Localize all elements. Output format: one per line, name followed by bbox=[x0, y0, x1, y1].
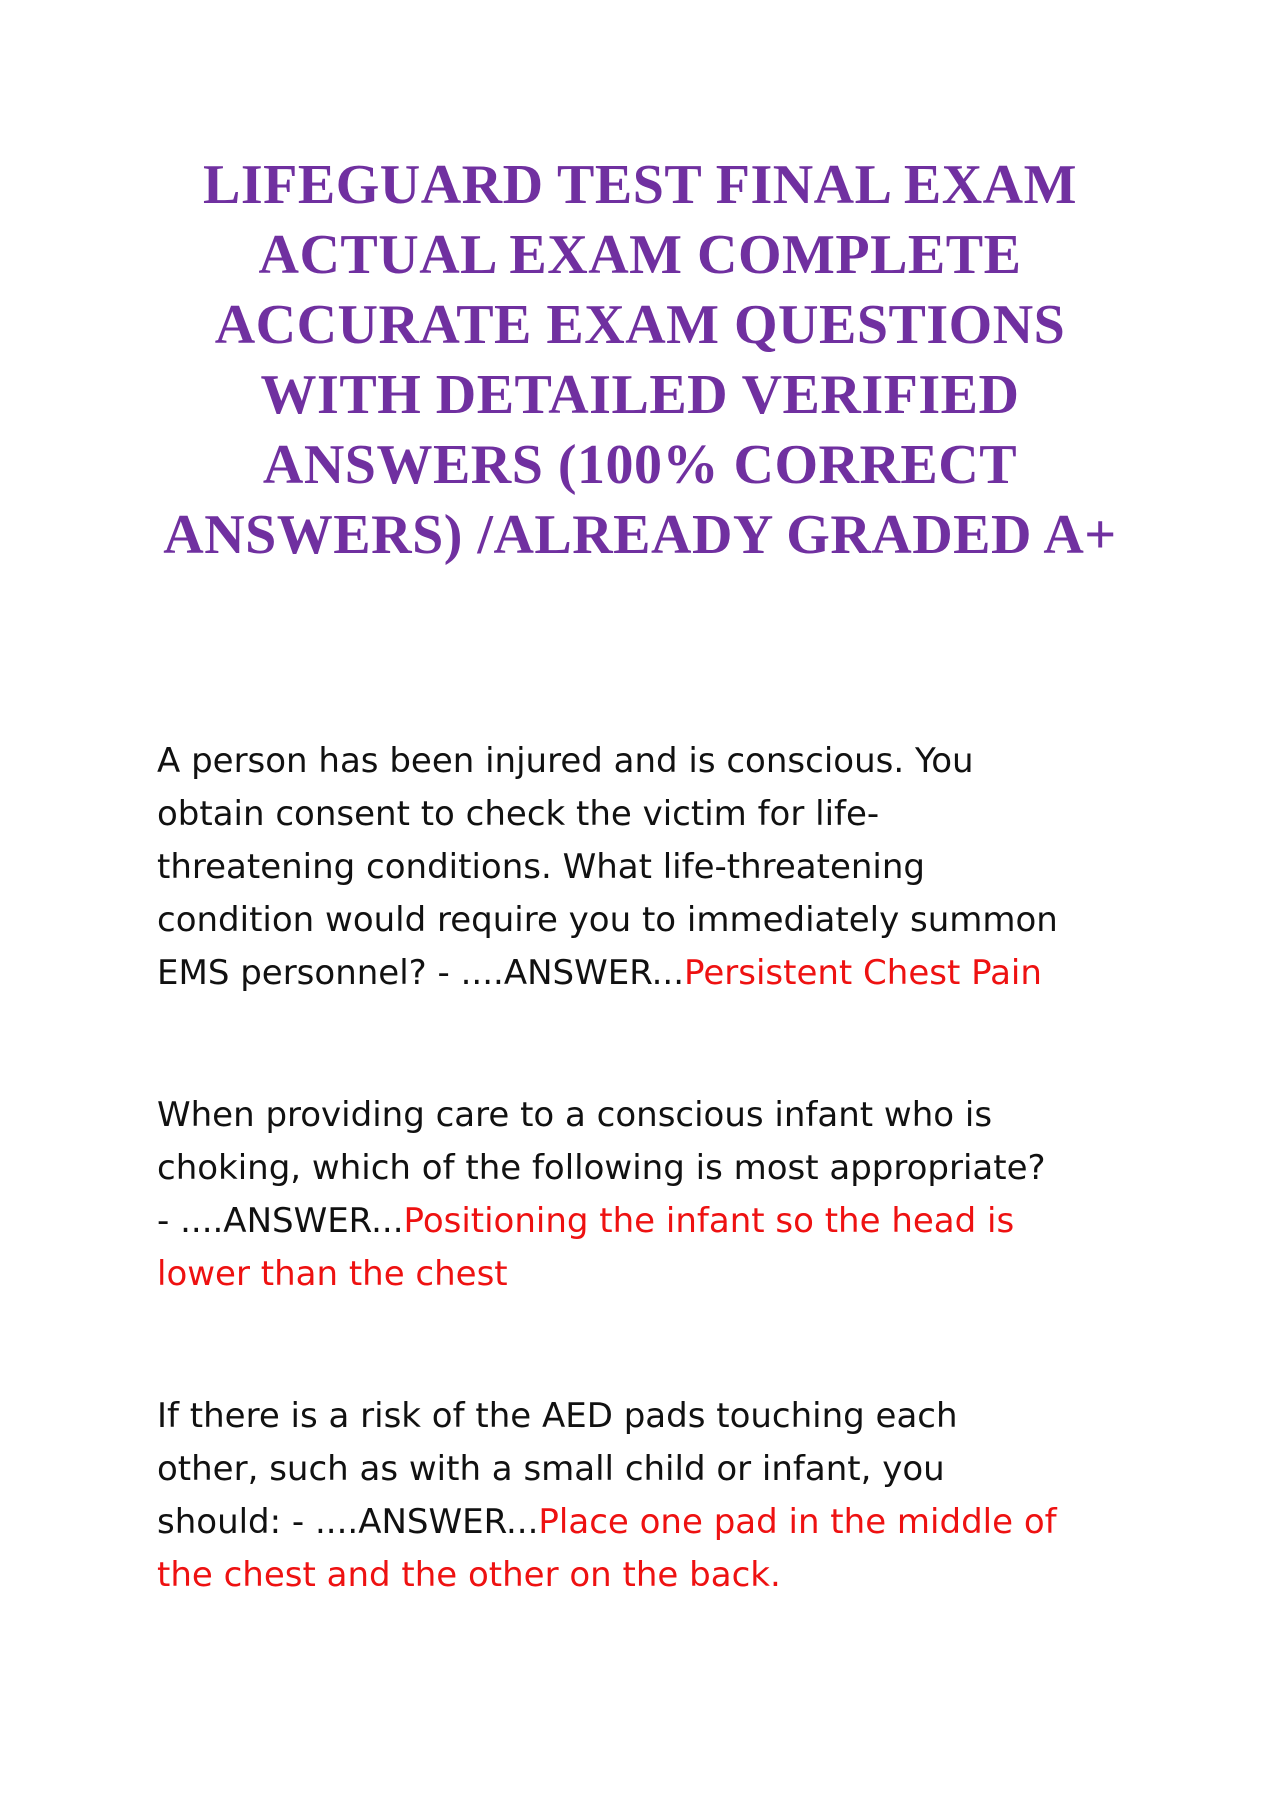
question-answer-line bbox=[157, 1496, 1157, 1549]
question-answer-line bbox=[157, 947, 1157, 1000]
question-line: If there is a risk of the AED pads touching each bbox=[157, 1396, 958, 1436]
answer-text: Persistent Chest Pain bbox=[684, 953, 1042, 993]
answer-prefix: - ....ANSWER... bbox=[157, 1201, 404, 1241]
title-line: ACTUAL EXAM COMPLETE bbox=[258, 224, 1022, 286]
title-line: LIFEGUARD TEST FINAL EXAM bbox=[203, 154, 1077, 216]
question-answer-2 bbox=[157, 1089, 1157, 1301]
title-line: ACCURATE EXAM QUESTIONS bbox=[214, 294, 1066, 356]
question-line: obtain consent to check the victim for life- bbox=[157, 794, 880, 834]
answer-prefix: should: - ....ANSWER... bbox=[157, 1502, 539, 1542]
question-line: When providing care to a conscious infant who is bbox=[157, 1095, 993, 1135]
answer-text: Positioning the infant so the head is bbox=[403, 1201, 1015, 1241]
answer-prefix: EMS personnel? - ....ANSWER... bbox=[157, 953, 685, 993]
title-line: ANSWERS (100% CORRECT bbox=[262, 434, 1018, 496]
question-line: A person has been injured and is conscious. You bbox=[157, 741, 974, 781]
title-line: ANSWERS) /ALREADY GRADED A+ bbox=[163, 504, 1117, 566]
title-line: WITH DETAILED VERIFIED bbox=[260, 364, 1020, 426]
question-line: threatening conditions. What life-threatening bbox=[157, 847, 926, 887]
question-line: choking, which of the following is most appropriate? bbox=[157, 1148, 1046, 1188]
answer-text: the chest and the other on the back. bbox=[157, 1555, 781, 1595]
document-title bbox=[120, 150, 1160, 570]
answer-text: lower than the chest bbox=[157, 1254, 508, 1294]
question-line: other, such as with a small child or infant, you bbox=[157, 1449, 945, 1489]
question-answer-3 bbox=[157, 1390, 1157, 1602]
question-answer-line bbox=[157, 1195, 1157, 1248]
question-answer-1 bbox=[157, 735, 1157, 1000]
answer-text: Place one pad in the middle of bbox=[538, 1502, 1057, 1542]
question-line: condition would require you to immediately summon bbox=[157, 900, 1058, 940]
